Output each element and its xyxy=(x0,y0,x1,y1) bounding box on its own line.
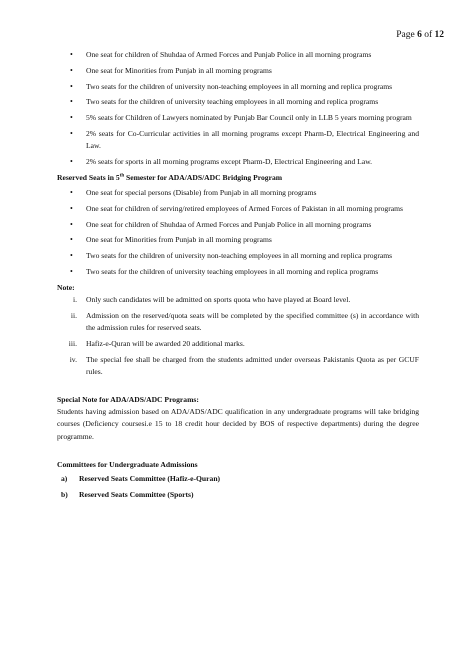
note-item: iii. Hafiz-e-Quran will be awarded 20 additional marks. xyxy=(68,338,245,348)
reserved-seats-list xyxy=(57,49,419,168)
committees-list xyxy=(57,473,419,501)
committees-heading: Committees for Undergraduate Admissions xyxy=(57,459,198,469)
note-heading: Note: xyxy=(57,282,75,292)
list-item: • Two seats for the children of university non-teaching employees in all morning and replica programs xyxy=(57,250,419,262)
note-item: ii. Admission on the reserved/quota seats will be completed by the specified committee (s) in accordance with the admission rules for reserved seats. xyxy=(70,310,419,332)
committees-section xyxy=(57,459,419,501)
list-item: • One seat for Minorities from Punjab in all morning programs xyxy=(57,65,419,77)
bullet-icon: • xyxy=(70,251,73,261)
special-note-text: Students having admission based on ADA/ADS/ADC qualification in any undergraduate programs will take bridging courses (Deficiency coursesi.e 15 to 18 credit hour decided by BOS of respective departments) during the degree programme. xyxy=(57,407,419,441)
special-note-heading: Special Note for ADA/ADS/ADC Programs: xyxy=(57,394,199,404)
bullet-icon: • xyxy=(70,128,73,138)
bullet-icon: • xyxy=(70,50,73,59)
page-content xyxy=(57,49,419,505)
list-item: • One seat for children of serving/retired employees of Armed Forces of Pakistan in all morning programs xyxy=(57,203,419,215)
list-item: • One seat for children of Shuhdaa of Armed Forces and Punjab Police in all morning programs xyxy=(57,49,419,61)
list-item: • Two seats for the children of university teaching employees in all morning and replica programs xyxy=(57,96,419,108)
note-item: iv. The special fee shall be charged from the students admitted under overseas Pakistanis Quota as per GCUF rules. xyxy=(69,354,419,376)
bullet-icon: • xyxy=(70,219,73,229)
bridging-program-heading: Reserved Seats in 5th Semester for ADA/ADS/ADC Bridging Program xyxy=(57,172,283,182)
bullet-icon: • xyxy=(70,65,73,75)
list-item: • One seat for children of Shuhdaa of Armed Forces and Punjab Police in all morning programs xyxy=(57,219,419,231)
committee-item: a) Reserved Seats Committee (Hafiz-e-Quran) xyxy=(61,473,221,483)
list-item: • 2% seats for sports in all morning programs except Pharm-D, Electrical Engineering and Law. xyxy=(57,156,419,168)
bullet-icon: • xyxy=(70,187,73,197)
bullet-icon: • xyxy=(70,235,73,245)
list-item: • One seat for Minorities from Punjab in all morning programs xyxy=(57,234,419,246)
notes-list xyxy=(57,294,419,378)
bullet-icon: • xyxy=(70,113,73,123)
bridging-seats-list xyxy=(57,187,419,278)
list-item: • 2% seats for Co-Curricular activities in all morning programs except Pharm-D, Electrical Engineering and Law. xyxy=(70,128,419,151)
special-note-section xyxy=(57,394,419,443)
bullet-icon: • xyxy=(70,97,73,107)
list-item: • Two seats for the children of university teaching employees in all morning and replica programs xyxy=(57,266,419,278)
list-item: • One seat for special persons (Disable) from Punjab in all morning programs xyxy=(57,187,419,199)
bullet-icon: • xyxy=(70,81,73,91)
list-item: • Two seats for the children of university non-teaching employees in all morning and replica programs xyxy=(57,81,419,93)
note-item: i. Only such candidates will be admitted on sports quota who have played at Board level. xyxy=(72,294,351,304)
list-item: • 5% seats for Children of Lawyers nominated by Punjab Bar Council only in LLB 5 years morning program xyxy=(57,112,419,124)
committee-item: b) Reserved Seats Committee (Sports) xyxy=(61,489,194,499)
bullet-icon: • xyxy=(70,266,73,276)
page-number: Page 6 of 12 xyxy=(396,30,444,40)
bullet-icon: • xyxy=(70,203,73,213)
bullet-icon: • xyxy=(70,156,73,166)
